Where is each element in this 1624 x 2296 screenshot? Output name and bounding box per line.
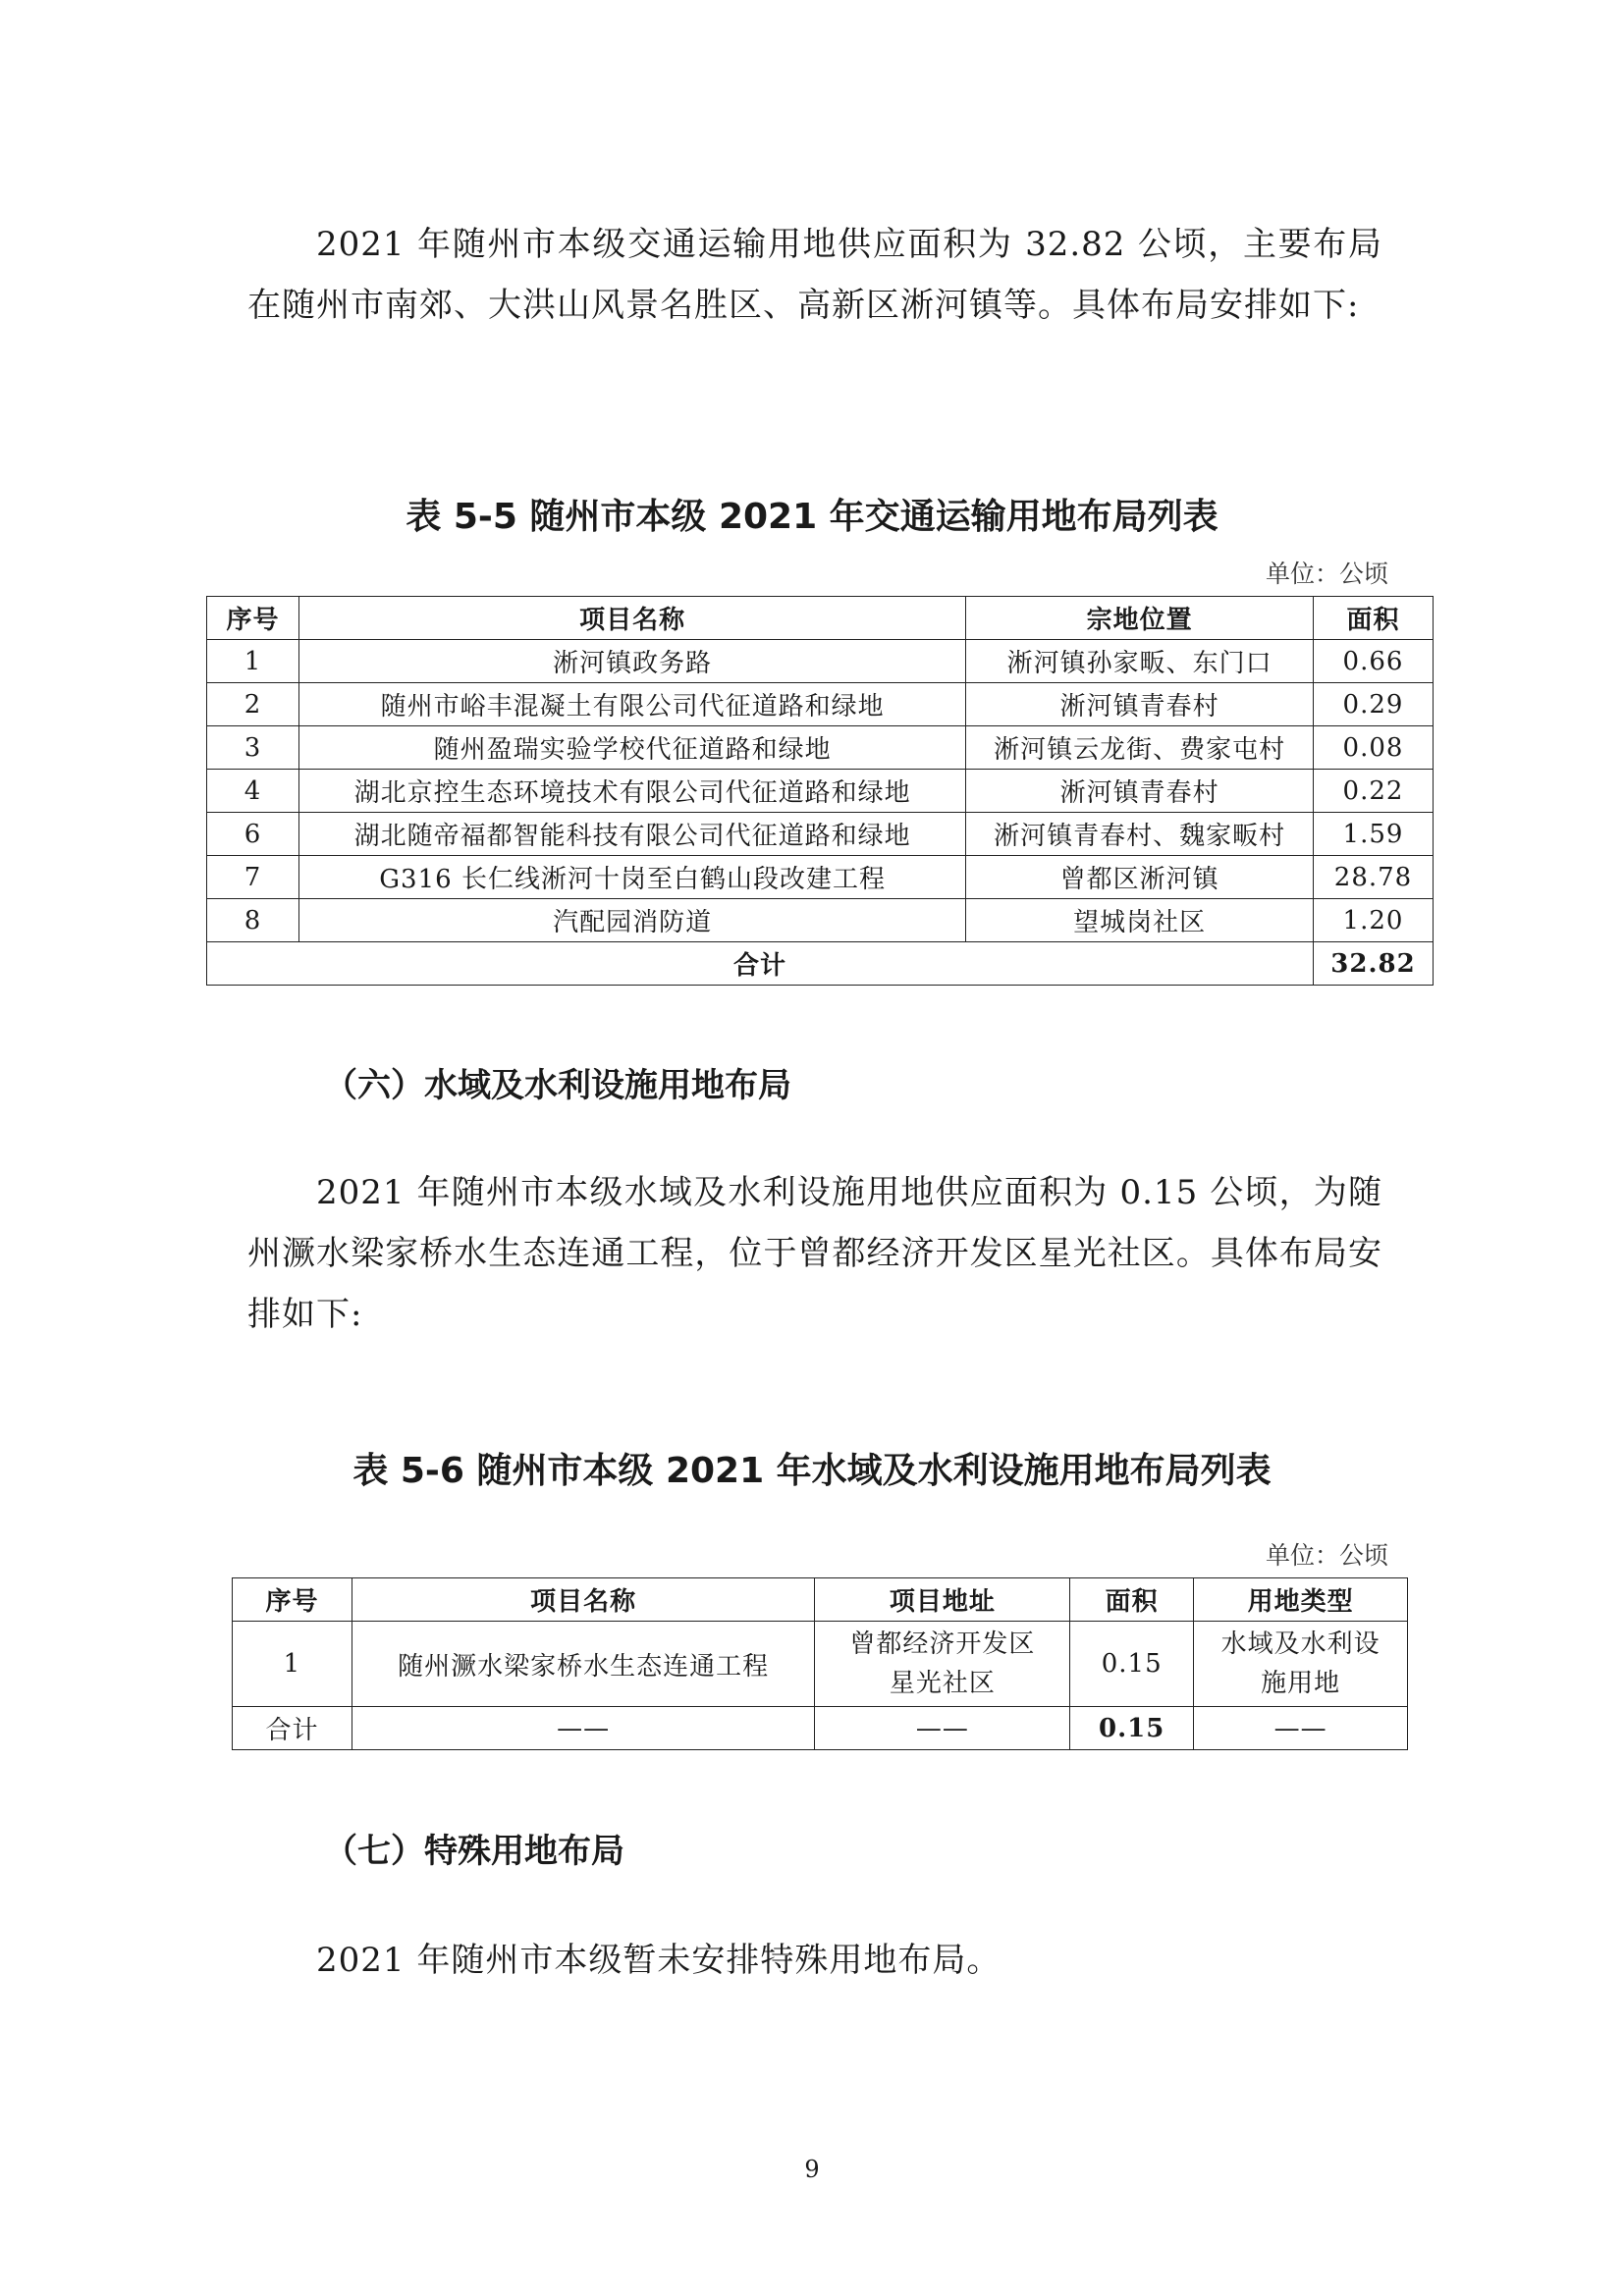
cell-no: 7 bbox=[207, 856, 299, 899]
total-type: —— bbox=[1194, 1707, 1408, 1750]
page-number: 9 bbox=[804, 2156, 820, 2183]
cell-name: G316 长仁线淅河十岗至白鹤山段改建工程 bbox=[298, 856, 965, 899]
col-header-location: 宗地位置 bbox=[966, 597, 1314, 640]
cell-area: 1.20 bbox=[1314, 899, 1434, 942]
table-5-6 bbox=[232, 1577, 1408, 1750]
table-total-row bbox=[233, 1707, 1408, 1750]
cell-name: 随州㵐水梁家桥水生态连通工程 bbox=[352, 1622, 815, 1707]
table-row bbox=[233, 1622, 1408, 1707]
section-6-paragraph-text: 2021 年随州市本级水域及水利设施用地供应面积为 0.15 公顷，为随州㵐水梁家桥水生态连通工程，位于曾都经济开发区星光社区。具体布局安排如下: bbox=[247, 1173, 1382, 1334]
table-row bbox=[207, 813, 1434, 856]
cell-area: 0.66 bbox=[1314, 640, 1434, 683]
table-5-5-unit: 单位：公顷 bbox=[1265, 560, 1388, 588]
cell-location: 曾都区淅河镇 bbox=[966, 856, 1314, 899]
table-header-row bbox=[233, 1578, 1408, 1622]
table-total-row bbox=[207, 942, 1434, 986]
col-header-address: 项目地址 bbox=[815, 1578, 1070, 1622]
cell-name: 汽配园消防道 bbox=[298, 899, 965, 942]
cell-name: 湖北京控生态环境技术有限公司代征道路和绿地 bbox=[298, 770, 965, 813]
total-value: 32.82 bbox=[1314, 942, 1434, 986]
cell-name: 淅河镇政务路 bbox=[298, 640, 965, 683]
cell-area: 1.59 bbox=[1314, 813, 1434, 856]
cell-location: 淅河镇青春村、魏家畈村 bbox=[966, 813, 1314, 856]
table-5-6-unit: 单位：公顷 bbox=[1265, 1541, 1388, 1570]
address-line-1: 曾都经济开发区 bbox=[849, 1629, 1036, 1659]
intro-paragraph-text: 2021 年随州市本级交通运输用地供应面积为 32.82 公顷，主要布局在随州市南郊、大洪山风景名胜区、高新区淅河镇等。具体布局安排如下: bbox=[247, 225, 1382, 325]
col-header-name: 项目名称 bbox=[298, 597, 965, 640]
cell-area: 0.22 bbox=[1314, 770, 1434, 813]
total-area: 0.15 bbox=[1070, 1707, 1194, 1750]
table-row bbox=[207, 856, 1434, 899]
cell-name: 随州市峪丰混凝土有限公司代征道路和绿地 bbox=[298, 683, 965, 726]
cell-no: 3 bbox=[207, 726, 299, 770]
section-6-heading: （六）水域及水利设施用地布局 bbox=[324, 1066, 791, 1105]
cell-area: 0.15 bbox=[1070, 1622, 1194, 1707]
total-address: —— bbox=[815, 1707, 1070, 1750]
col-header-area: 面积 bbox=[1070, 1578, 1194, 1622]
cell-no: 6 bbox=[207, 813, 299, 856]
col-header-area: 面积 bbox=[1314, 597, 1434, 640]
intro-paragraph bbox=[247, 214, 1382, 336]
cell-location: 淅河镇青春村 bbox=[966, 683, 1314, 726]
cell-location: 望城岗社区 bbox=[966, 899, 1314, 942]
cell-no: 8 bbox=[207, 899, 299, 942]
cell-area: 28.78 bbox=[1314, 856, 1434, 899]
cell-no: 2 bbox=[207, 683, 299, 726]
table-header-row bbox=[207, 597, 1434, 640]
col-header-no: 序号 bbox=[207, 597, 299, 640]
total-name: —— bbox=[352, 1707, 815, 1750]
cell-area: 0.29 bbox=[1314, 683, 1434, 726]
section-7-heading: （七）特殊用地布局 bbox=[324, 1832, 624, 1871]
table-row bbox=[207, 683, 1434, 726]
cell-name: 随州盈瑞实验学校代征道路和绿地 bbox=[298, 726, 965, 770]
cell-location: 淅河镇孙家畈、东门口 bbox=[966, 640, 1314, 683]
total-label: 合计 bbox=[233, 1707, 352, 1750]
section-7-paragraph bbox=[247, 1930, 1382, 1991]
table-row bbox=[207, 640, 1434, 683]
col-header-name: 项目名称 bbox=[352, 1578, 815, 1622]
total-label: 合计 bbox=[207, 942, 1314, 986]
table-row bbox=[207, 899, 1434, 942]
table-row bbox=[207, 770, 1434, 813]
cell-address bbox=[815, 1622, 1070, 1707]
cell-no: 1 bbox=[233, 1622, 352, 1707]
address-line-2: 星光社区 bbox=[889, 1669, 996, 1698]
type-line-1: 水域及水利设 bbox=[1220, 1629, 1380, 1659]
cell-name: 湖北随帝福都智能科技有限公司代征道路和绿地 bbox=[298, 813, 965, 856]
table-5-6-caption: 表 5-6 随州市本级 2021 年水域及水利设施用地布局列表 bbox=[352, 1451, 1272, 1491]
table-5-5-caption: 表 5-5 随州市本级 2021 年交通运输用地布局列表 bbox=[406, 497, 1218, 537]
col-header-no: 序号 bbox=[233, 1578, 352, 1622]
section-6-paragraph bbox=[247, 1162, 1382, 1345]
col-header-type: 用地类型 bbox=[1194, 1578, 1408, 1622]
table-5-5 bbox=[206, 596, 1434, 986]
cell-location: 淅河镇云龙街、费家屯村 bbox=[966, 726, 1314, 770]
cell-type bbox=[1194, 1622, 1408, 1707]
cell-area: 0.08 bbox=[1314, 726, 1434, 770]
cell-no: 4 bbox=[207, 770, 299, 813]
cell-no: 1 bbox=[207, 640, 299, 683]
type-line-2: 施用地 bbox=[1261, 1669, 1341, 1698]
cell-location: 淅河镇青春村 bbox=[966, 770, 1314, 813]
table-row bbox=[207, 726, 1434, 770]
section-7-paragraph-text: 2021 年随州市本级暂未安排特殊用地布局。 bbox=[316, 1941, 1001, 1980]
